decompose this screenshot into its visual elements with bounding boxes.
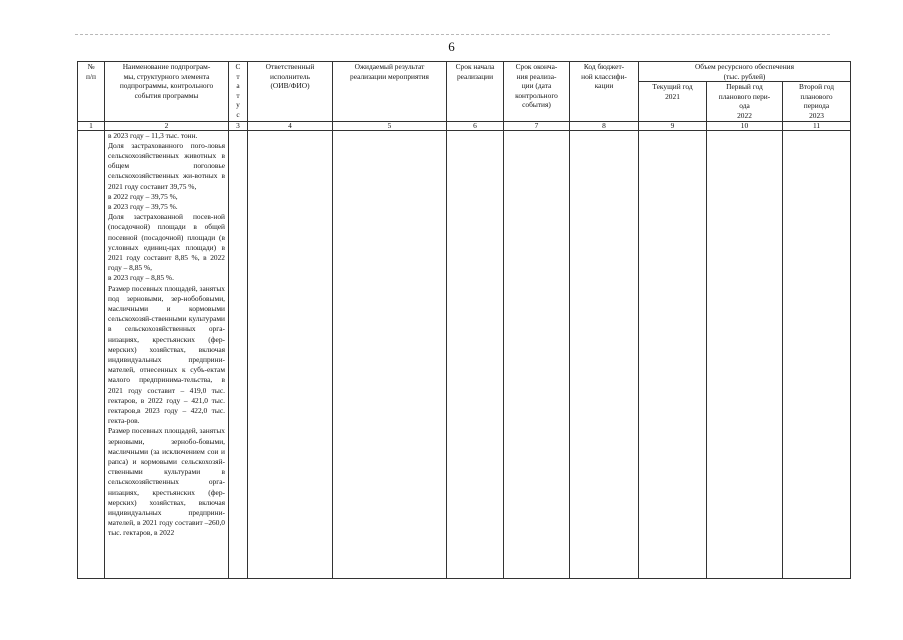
description-line: в 2022 году – 39,75 %,: [108, 191, 178, 201]
header-start-date: Срок начала реализации: [447, 62, 504, 122]
cell-start-date: [447, 130, 504, 578]
column-number: 3: [229, 121, 248, 130]
cell-name-description: [105, 130, 229, 578]
cell-budget-code: [570, 130, 639, 578]
column-number: 5: [333, 121, 447, 130]
program-table: [77, 61, 851, 579]
column-number: 8: [570, 121, 639, 130]
header-row-1: [78, 62, 851, 82]
cell-end-date: [504, 130, 570, 578]
cell-first-plan-year: [707, 130, 783, 578]
description-line: в 2023 году – 39,75 %.: [108, 201, 178, 211]
header-first-plan-year: Первый год планового пери- ода 2022: [707, 82, 783, 121]
header-expected-result: Ожидаемый результат реализации мероприятия: [333, 62, 447, 122]
column-number: 11: [783, 121, 851, 130]
column-number: 2: [105, 121, 229, 130]
page-number: 6: [448, 39, 455, 54]
header-responsible: Ответственный исполнитель (ОИВ/ФИО): [248, 62, 333, 122]
header-end-date: Срок оконча- ния реализа- ции (дата контрольного события): [504, 62, 570, 122]
header-resources: Объем ресурсного обеспечения (тыс. рублей): [639, 62, 851, 82]
column-number: 7: [504, 121, 570, 130]
description-line: Размер посевных площадей, занятых под зерновыми, зер-нобобовыми, масличными и кормовыми сельскохозяй-ственными культурами в сельскохозяйственных орга-низациях, крестьянских (фер-мерских) хозяйствах, включая индивидуальных предприни-мателей, отнесенных к субъ-ектам малого предпринима-тельства, в 2021 году составит – 419,0 тыс. гектаров, в 2022 году – 421,0 тыс. гектаров,в 2023 году – 422,0 тыс. гекта-ров.: [108, 283, 225, 426]
column-number-row: [78, 121, 851, 130]
cell-expected-result: [333, 130, 447, 578]
header-name: Наименование подпрограм- мы, структурного элемента подпрограммы, контрольного события программы: [105, 62, 229, 122]
column-number: 1: [78, 121, 105, 130]
column-number: 10: [707, 121, 783, 130]
header-second-plan-year: Второй год планового периода 2023: [783, 82, 851, 121]
cell-responsible: [248, 130, 333, 578]
cell-current-year: [639, 130, 707, 578]
column-number: 6: [447, 121, 504, 130]
table-row: [78, 130, 851, 578]
cell-status: [229, 130, 248, 578]
header-current-year: Текущий год 2021: [639, 82, 707, 121]
description-line: Доля застрахованного пого-ловья сельскохозяйственных животных в общем поголовье сельскохозяйственных жи-вотных в 2021 году составит 39,75 %,: [108, 140, 225, 191]
top-rule: [75, 34, 830, 35]
header-budget-code: Код бюджет- ной классифи- кации: [570, 62, 639, 122]
description-line: Размер посевных площадей, занятых зерновыми, зернобо-бовыми, масличными (за исключением сои и рапса) и кормовыми сельскохозяй-ственными культурами в сельскохозяйственных орга-низациях, крестьянских (фер-мерских) хозяйствах, включая индивидуальных предприни-мателей, в 2021 году составит –260,0 тыс. гектаров, в 2022: [108, 426, 225, 538]
column-number: 9: [639, 121, 707, 130]
header-status: С т а т у с: [229, 62, 248, 122]
header-num: № п/п: [78, 62, 105, 122]
cell-second-plan-year: [783, 130, 851, 578]
description-line: в 2023 году – 11,3 тыс. тонн.: [108, 130, 198, 140]
column-number: 4: [248, 121, 333, 130]
description-line: в 2023 году – 8,85 %.: [108, 273, 174, 283]
description-line: Доля застрахованной посев-ной (посадочной) площади в общей посевной (посадочной) площади (в условных единиц-цах площади) в 2021 году составит 8,85 %, в 2022 году – 8,85 %,: [108, 212, 225, 273]
cell-num: [78, 130, 105, 578]
